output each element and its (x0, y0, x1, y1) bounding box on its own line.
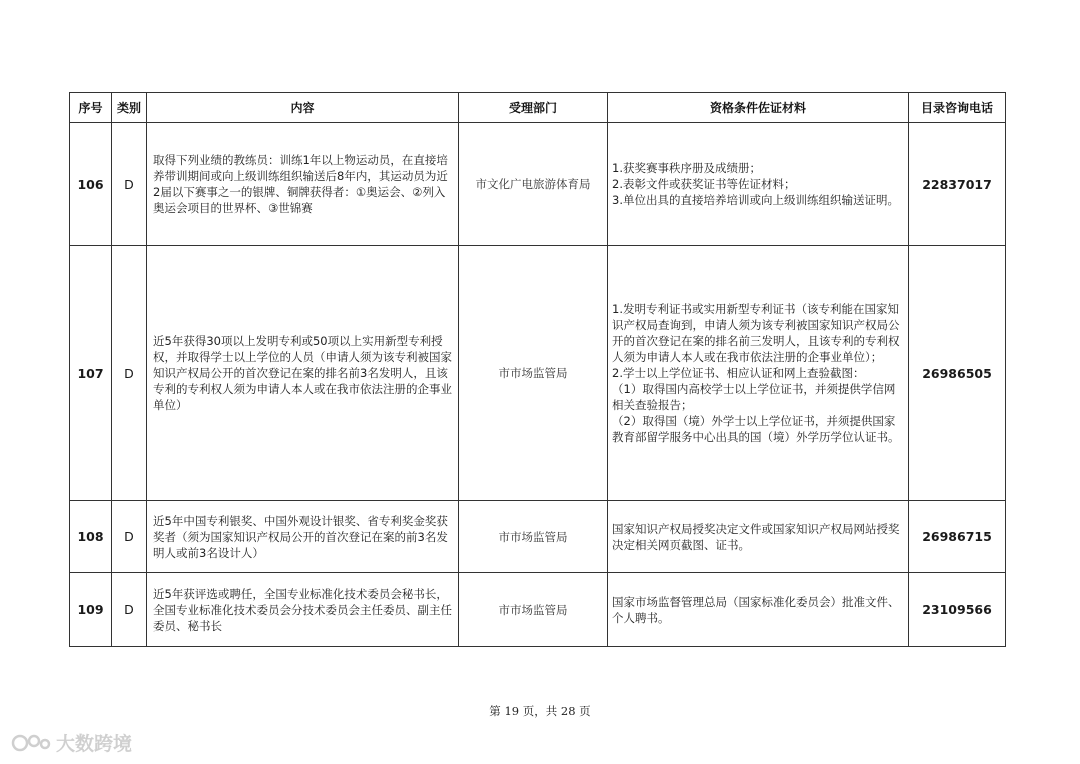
row-number: 109 (70, 573, 112, 647)
header-phone: 目录咨询电话 (909, 93, 1006, 123)
row-materials (608, 246, 909, 501)
table-row (70, 246, 1006, 501)
row-number: 107 (70, 246, 112, 501)
header-number: 序号 (70, 93, 112, 123)
table-row (70, 123, 1006, 246)
watermark (10, 729, 132, 756)
header-department: 受理部门 (459, 93, 608, 123)
material-item: 1.发明专利证书或实用新型专利证书（该专利能在国家知识产权局查询到，申请人须为该专利被国家知识产权局公开的首次登记在案的排名前三发明人，且该专利的专利权人须为申请人本人或在我市依法注册的企事业单位）； (612, 302, 900, 364)
material-item: （1）取得国内高校学士以上学位证书，并须提供学信网相关查验报告； (612, 382, 896, 412)
row-number: 106 (70, 123, 112, 246)
row-materials (608, 573, 909, 647)
material-item: 2.学士以上学位证书、相应认证和网上查验截图： (612, 366, 865, 380)
row-materials (608, 501, 909, 573)
page-footer: 第 19 页，共 28 页 (489, 704, 591, 718)
header-materials: 资格条件佐证材料 (608, 93, 909, 123)
header-content: 内容 (147, 93, 459, 123)
material-item: 3.单位出具的直接培养培训或向上级训练组织输送证明。 (612, 193, 899, 207)
row-category: D (112, 573, 147, 647)
table-row (70, 501, 1006, 573)
material-item: 国家知识产权局授奖决定文件或国家知识产权局网站授奖决定相关网页截图、证书。 (612, 521, 900, 552)
row-phone: 23109566 (909, 573, 1006, 647)
row-department: 市市场监管局 (459, 246, 608, 501)
row-number: 108 (70, 501, 112, 573)
material-item: （2）取得国（境）外学士以上学位证书，并须提供国家教育部留学服务中心出具的国（境）外学历学位认证书。 (612, 414, 900, 444)
watermark-logo-icon (10, 732, 52, 754)
table-header-row (70, 93, 1006, 123)
row-phone: 26986505 (909, 246, 1006, 501)
row-category: D (112, 501, 147, 573)
header-category: 类别 (112, 93, 147, 123)
table-row (70, 573, 1006, 647)
row-category: D (112, 246, 147, 501)
material-item: 国家市场监督管理总局（国家标准化委员会）批准文件、个人聘书。 (612, 594, 900, 625)
material-item: 1.获奖赛事秩序册及成绩册； (612, 161, 761, 175)
material-item: 2.表彰文件或获奖证书等佐证材料； (612, 177, 796, 191)
row-materials (608, 123, 909, 246)
row-content: 取得下列业绩的教练员：训练1年以上物运动员，在直接培养带训期间或向上级训练组织输送后8年内，其运动员为近2届以下赛事之一的银牌、铜牌获得者：①奥运会、②列入奥运会项目的世界杯、③世锦赛 (147, 123, 459, 246)
row-content: 近5年获得30项以上发明专利或50项以上实用新型专利授权，并取得学士以上学位的人员（申请人须为该专利被国家知识产权局公开的首次登记在案的排名前3名发明人，且该专利的专利权人须为申请人本人或在我市依法注册的企事业单位） (147, 246, 459, 501)
watermark-text: 大数跨境 (56, 733, 133, 755)
row-phone: 22837017 (909, 123, 1006, 246)
row-category: D (112, 123, 147, 246)
row-department: 市市场监管局 (459, 573, 608, 647)
row-department: 市文化广电旅游体育局 (459, 123, 608, 246)
qualification-table (69, 92, 1006, 647)
row-content: 近5年获评选或聘任，全国专业标准化技术委员会秘书长，全国专业标准化技术委员会分技术委员会主任委员、副主任委员、秘书长 (147, 573, 459, 647)
row-department: 市市场监管局 (459, 501, 608, 573)
row-phone: 26986715 (909, 501, 1006, 573)
row-content: 近5年中国专利银奖、中国外观设计银奖、省专利奖金奖获奖者（须为国家知识产权局公开的首次登记在案的前3名发明人或前3名设计人） (147, 501, 459, 573)
